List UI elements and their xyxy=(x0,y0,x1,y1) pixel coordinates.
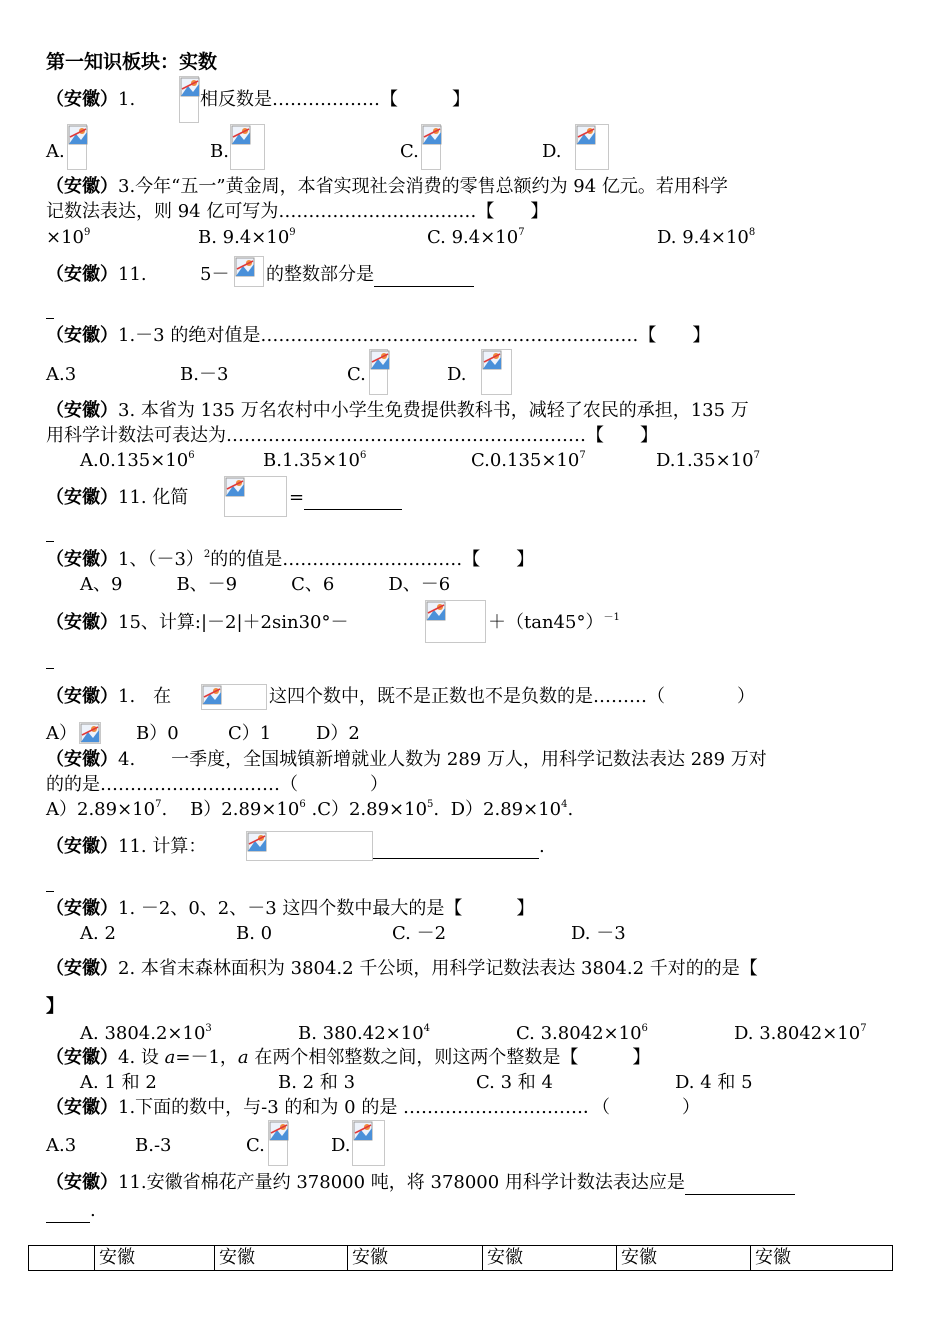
formula-image-icon xyxy=(67,124,87,170)
table-cell: 安徽 xyxy=(751,1246,893,1271)
expression-text: 5－ xyxy=(200,264,230,285)
answer-blank xyxy=(373,840,539,859)
formula-image-icon xyxy=(352,1120,385,1166)
table-cell: 安徽 xyxy=(215,1246,348,1271)
question-line: （安徽）1、$(-3)^2$的的值是…………………………【 】 xyxy=(46,549,535,570)
option-b: B）0 xyxy=(136,723,179,744)
question-line: （安徽）11. 化简 xyxy=(46,487,189,508)
option-c: C. －2 xyxy=(392,923,447,944)
formula-image-icon xyxy=(481,349,512,395)
question-line: （安徽）4. 设 a=－1，a 在两个相邻整数之间，则这两个整数是【 】 xyxy=(46,1047,651,1068)
summary-table xyxy=(28,1245,893,1271)
answer-line-cont: . xyxy=(46,1199,96,1223)
option-b: $B.1.35\times 10^6$ xyxy=(263,450,367,471)
formula-image-icon xyxy=(224,476,287,517)
question-line: （安徽）3. 本省为 135 万名农村中小学生免费提供教科书，减轻了农民的承担，135 万 xyxy=(46,400,749,421)
answer-line: . xyxy=(373,835,545,859)
formula-image-icon xyxy=(201,684,267,710)
answer-blank xyxy=(374,268,474,287)
table-cell: 安徽 xyxy=(483,1246,617,1271)
option-b: B. xyxy=(210,141,229,162)
question-line: （安徽）1.－3 的绝对值是………………………………………………………【 】 xyxy=(46,325,711,346)
answer-blank xyxy=(304,491,402,510)
table-cell: 安徽 xyxy=(95,1246,215,1271)
formula-image-icon xyxy=(230,124,265,170)
question-line: （安徽）4. 一季度，全国城镇新增就业人数为 289 万人，用科学记数法表达 289 万对 xyxy=(46,749,767,770)
question-line: （安徽）1. 在 xyxy=(46,686,172,707)
question-text: 这四个数中，既不是正数也不是负数的是………（ ） xyxy=(269,686,755,707)
question-text: = xyxy=(289,486,402,510)
option-d: $D.1.35\times 10^7$ xyxy=(656,450,760,471)
question-line: （安徽）11. 计算： xyxy=(46,836,207,857)
option-b: B. $9.4\times 10^9$ xyxy=(198,227,296,248)
table-cell: 安徽 xyxy=(617,1246,751,1271)
table-cell: 安徽 xyxy=(348,1246,483,1271)
option-c: C. xyxy=(246,1135,265,1156)
question-line: （安徽）1.下面的数中，与-3 的和为 0 的是 …………………………．（ ） xyxy=(46,1097,701,1118)
answer-blank xyxy=(685,1176,795,1195)
formula-image-icon xyxy=(246,831,373,861)
question-line: （安徽）11. xyxy=(46,264,147,285)
option-a: A.3 xyxy=(46,1135,77,1156)
option-d: D. －3 xyxy=(571,923,626,944)
expression-text: $+(\tan 45^\circ)^{-1}$ xyxy=(488,612,620,633)
option-b: B.-3 xyxy=(135,1135,172,1156)
table-row xyxy=(29,1246,893,1271)
question-line: （安徽）1. xyxy=(46,89,136,110)
question-line: （安徽）11.安徽省棉花产量约 378000 吨，将 378000 用科学计数法表达应是 xyxy=(46,1171,795,1195)
question-line-cont: 的的是…………………………（ ） xyxy=(46,774,388,795)
formula-image-icon xyxy=(421,124,441,170)
table-cell xyxy=(29,1246,95,1271)
option-d: D. $3.8042\times 10^7$ xyxy=(734,1023,867,1044)
question-line-cont: 用科学计数法可表达为……………………………………………………【 】 xyxy=(46,425,658,446)
option-d: D. xyxy=(447,364,467,385)
formula-image-icon xyxy=(234,256,264,287)
question-line-cont: 记数法表达，则 94 亿可写为……………………………【 】 xyxy=(46,201,549,222)
question-line: （安徽）3.今年“五一”黄金周，本省实现社会消费的零售总额约为 94 亿元。若用科学 xyxy=(46,176,728,197)
options-line: $A)2.89\times 10^7$. $B)2.89\times 10^6$ $.C)2.89\times 10^5$. $D)2.89\times 10^4$. xyxy=(46,799,574,820)
option-a: A. $3804.2\times 10^3$ xyxy=(80,1023,212,1044)
option-d: D. 4 和 5 xyxy=(675,1072,753,1093)
bracket-close: 】 xyxy=(46,996,64,1017)
formula-image-icon xyxy=(179,76,199,123)
option-d: D. $9.4\times 10^8$ xyxy=(657,227,756,248)
option-b: B. 0 xyxy=(236,923,273,944)
question-text: 相反数是………………【 】 xyxy=(200,89,470,110)
divider-dash xyxy=(46,668,54,669)
section-heading: 第一知识板块：实数 xyxy=(46,51,218,73)
divider-dash xyxy=(46,891,54,892)
region-label: （安徽） xyxy=(46,89,118,110)
option-d: D. xyxy=(331,1135,351,1156)
question-text: 的整数部分是 xyxy=(266,263,474,287)
option-a: $\times 10^9$ xyxy=(46,227,91,248)
question-line: （安徽）1. －2、0、2、－3 这四个数中最大的是【 】 xyxy=(46,898,535,919)
option-b: B.－3 xyxy=(180,364,229,385)
option-c: C. xyxy=(347,364,366,385)
answer-blank xyxy=(46,1204,90,1223)
formula-image-icon xyxy=(79,722,101,744)
option-c: C. xyxy=(400,141,419,162)
options-line: A、9 B、－9 C、6 D、－6 xyxy=(80,574,451,595)
option-d: D. xyxy=(542,141,562,162)
option-c: C. 3 和 4 xyxy=(476,1072,553,1093)
formula-image-icon xyxy=(575,124,609,170)
option-c: C. $3.8042\times 10^6$ xyxy=(516,1023,648,1044)
option-c: $C.0.135\times 10^7$ xyxy=(471,450,586,471)
option-a: A.3 xyxy=(46,364,77,385)
option-b: B. $380.42\times 10^4$ xyxy=(298,1023,431,1044)
question-line: （安徽）2. 本省末森林面积为 3804.2 千公顷，用科学记数法表达 3804.2 千对的的是【 xyxy=(46,958,758,979)
option-d: D）2 xyxy=(316,723,360,744)
formula-image-icon xyxy=(425,600,486,643)
option-c: C）1 xyxy=(228,723,272,744)
option-a: A） xyxy=(46,723,77,744)
option-a: A. 2 xyxy=(80,923,116,944)
divider-dash xyxy=(46,541,54,542)
option-c: C. $9.4\times 10^7$ xyxy=(427,227,525,248)
formula-image-icon xyxy=(268,1120,288,1166)
formula-image-icon xyxy=(369,349,388,395)
option-b: B. 2 和 3 xyxy=(278,1072,356,1093)
option-a: A. 1 和 2 xyxy=(80,1072,157,1093)
divider-dash xyxy=(46,318,54,319)
option-a: A. xyxy=(46,141,65,162)
option-a: $A.0.135\times 10^6$ xyxy=(80,450,195,471)
question-line: （安徽）15、计算:|－2|＋2sin30°－ xyxy=(46,612,349,633)
